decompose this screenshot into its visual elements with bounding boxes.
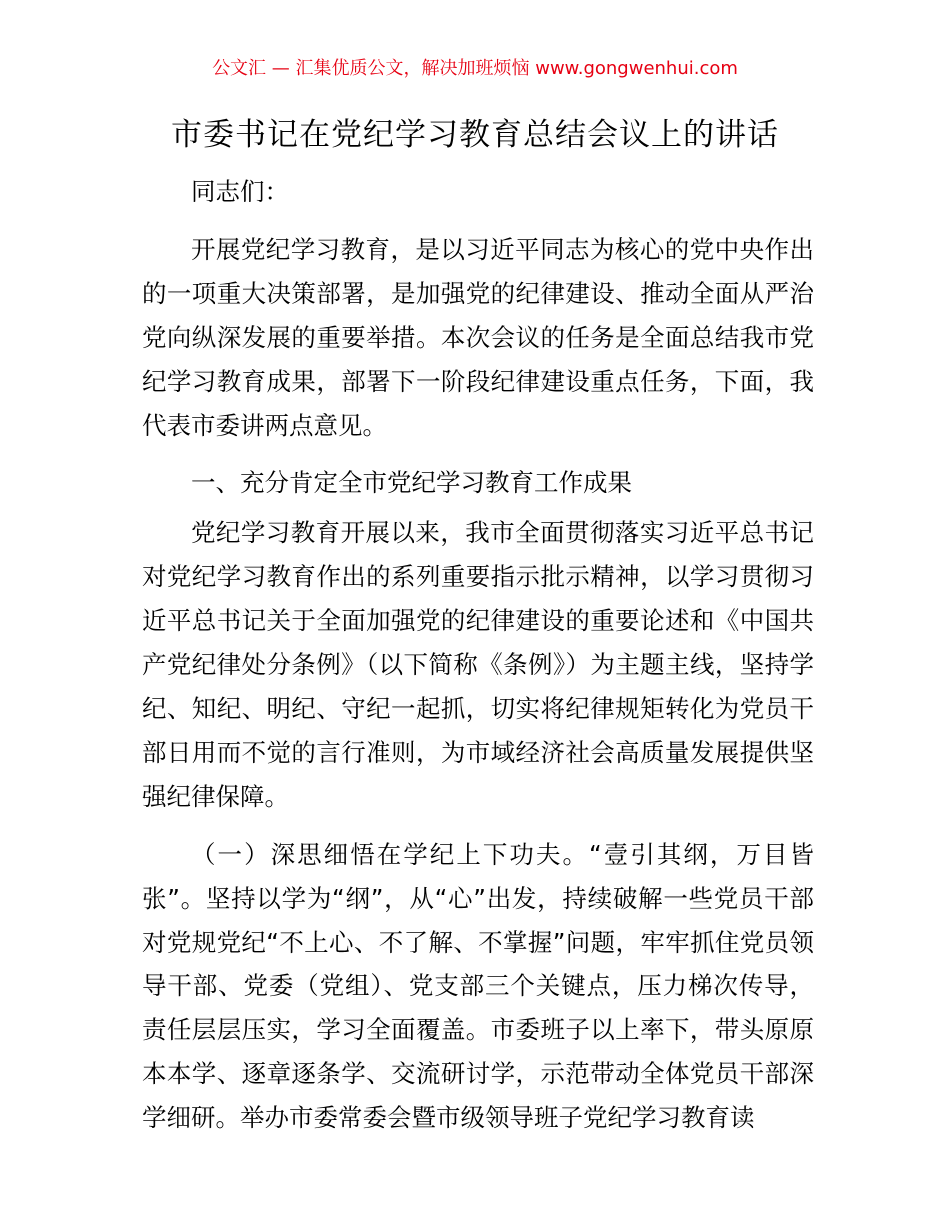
- document-title: 市委书记在党纪学习教育总结会议上的讲话: [171, 117, 779, 153]
- section-heading-1: 一、充分肯定全市党纪学习教育工作成果: [191, 468, 632, 498]
- salutation: 同志们：: [191, 177, 289, 206]
- paragraph-subsection-1: （一）深思细悟在学纪上下功夫。“壹引其纲，万目皆张”。坚持以学为“纲”，从“心”出发，持续破解一些党员干部对党规党纪“不上心、不了解、不掌握”问题，牢牢抓住党员领导干部、党委（党组）、党支部三个关键点，压力梯次传导，责任层层压实，学习全面覆盖。市委班子以上率下，带头原原本本学、逐章逐条学、交流研讨学，示范带动全体党员干部深学细研。举办市委常委会暨市级领导班子党纪学习教育读: [142, 839, 814, 1133]
- paragraph-intro: 开展党纪学习教育，是以习近平同志为核心的党中央作出的一项重大决策部署，是加强党的纪律建设、推动全面从严治党向纵深发展的重要举措。本次会议的任务是全面总结我市党纪学习教育成果，部署下一阶段纪律建设重点任务，下面，我代表市委讲两点意见。: [142, 234, 814, 440]
- site-banner: 公文汇 — 汇集优质公文，解决加班烦恼 www.gongwenhui.com: [212, 58, 738, 79]
- paragraph-achievements: 党纪学习教育开展以来，我市全面贯彻落实习近平总书记对党纪学习教育作出的系列重要指示批示精神，以学习贯彻习近平总书记关于全面加强党的纪律建设的重要论述和《中国共产党纪律处分条例》（以下简称《条例》）为主题主线，坚持学纪、知纪、明纪、守纪一起抓，切实将纪律规矩转化为党员干部日用而不觉的言行准则，为市域经济社会高质量发展提供坚强纪律保障。: [142, 518, 814, 811]
- document-body: [142, 170, 814, 1140]
